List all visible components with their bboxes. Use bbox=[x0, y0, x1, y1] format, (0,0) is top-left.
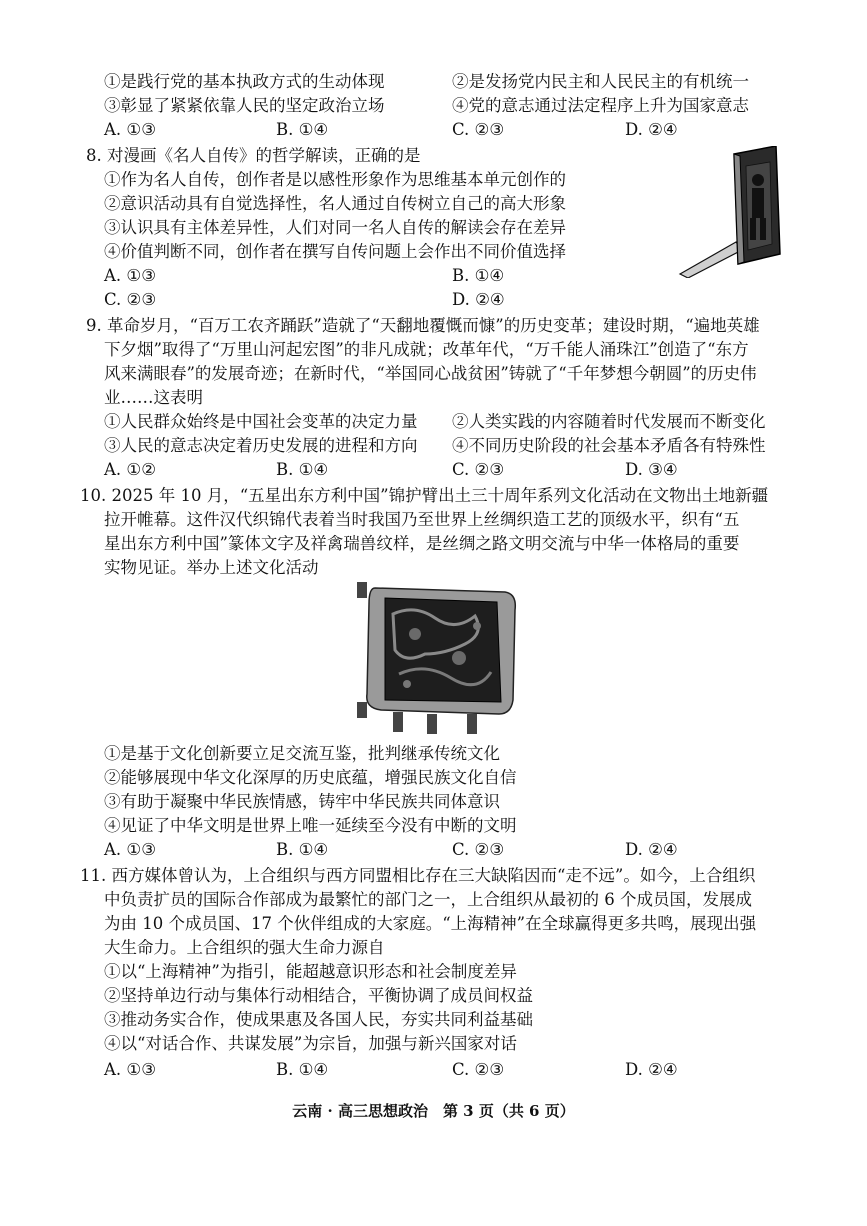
page-footer: 云南 · 高三思想政治 第 3 页（共 6 页） bbox=[292, 1102, 575, 1120]
prev-q-option-1: ①是践行党的基本执政方式的生动体现 bbox=[104, 72, 385, 91]
q9-choice-b: B. ①④ bbox=[276, 460, 329, 479]
q8-choice-d: D. ②④ bbox=[452, 290, 505, 309]
q11-option-4: ④以“对话合作、共谋发展”为宗旨，加强与新兴国家对话 bbox=[104, 1034, 517, 1053]
prev-q-choice-c: C. ②③ bbox=[452, 120, 505, 139]
q10-stem-line-2: 拉开帷幕。这件汉代织锦代表着当时我国乃至世界上丝绸织造工艺的顶级水平，织有“五 bbox=[104, 510, 740, 529]
q10-stem-line-4: 实物见证。举办上述文化活动 bbox=[104, 558, 319, 577]
q10-choice-b: B. ①④ bbox=[276, 840, 329, 859]
q9-stem-line-2: 下夕烟”取得了“万里山河起宏图”的非凡成就；改革年代，“万千能人涌珠江”创造了“东方 bbox=[104, 340, 749, 359]
q9-stem-line-1: 9. 革命岁月，“百万工农齐踊跃”造就了“天翻地覆慨而慷”的历史变革；建设时期，“遍地英雄 bbox=[86, 316, 760, 335]
q10-stem-line-3: 星出东方利中国”篆体文字及祥禽瑞兽纹样，是丝绸之路文明交流与中华一体格局的重要 bbox=[104, 534, 740, 553]
q11-choice-d: D. ②④ bbox=[625, 1060, 678, 1079]
q10-choice-a: A. ①③ bbox=[104, 840, 156, 859]
prev-q-option-3: ③彰显了紧紧依靠人民的坚定政治立场 bbox=[104, 96, 385, 115]
q8-choice-c: C. ②③ bbox=[104, 290, 157, 309]
q9-option-2: ②人类实践的内容随着时代发展而不断变化 bbox=[452, 412, 766, 431]
q11-choice-c: C. ②③ bbox=[452, 1060, 505, 1079]
cartoon-book-illustration bbox=[676, 146, 786, 278]
prev-q-option-4: ④党的意志通过法定程序上升为国家意志 bbox=[452, 96, 749, 115]
q8-choice-a: A. ①③ bbox=[104, 266, 156, 285]
prev-q-choice-d: D. ②④ bbox=[625, 120, 678, 139]
q11-choice-b: B. ①④ bbox=[276, 1060, 329, 1079]
q8-option-3: ③认识具有主体差异性，人们对同一名人自传的解读会存在差异 bbox=[104, 218, 566, 237]
q8-option-4: ④价值判断不同，创作者在撰写自传问题上会作出不同价值选择 bbox=[104, 242, 566, 261]
q11-stem-line-3: 为由 10 个成员国、17 个伙伴组成的大家庭。“上海精神”在全球赢得更多共鸣，展现出强 bbox=[104, 914, 757, 933]
q10-option-3: ③有助于凝聚中华民族情感，铸牢中华民族共同体意识 bbox=[104, 792, 500, 811]
q9-option-1: ①人民群众始终是中国社会变革的决定力量 bbox=[104, 412, 418, 431]
prev-q-choice-b: B. ①④ bbox=[276, 120, 329, 139]
prev-q-choice-a: A. ①③ bbox=[104, 120, 156, 139]
q10-stem-line-1: 10. 2025 年 10 月，“五星出东方利中国”锦护臂出土三十周年系列文化活动在文物出土地新疆 bbox=[80, 486, 769, 505]
q10-option-1: ①是基于文化创新要立足交流互鉴，批判继承传统文化 bbox=[104, 744, 500, 763]
q10-option-4: ④见证了中华文明是世界上唯一延续至今没有中断的文明 bbox=[104, 816, 517, 835]
q9-option-4: ④不同历史阶段的社会基本矛盾各有特殊性 bbox=[452, 436, 766, 455]
brocade-arm-guard-image bbox=[355, 574, 523, 736]
q10-choice-d: D. ②④ bbox=[625, 840, 678, 859]
q10-choice-c: C. ②③ bbox=[452, 840, 505, 859]
q9-choice-a: A. ①② bbox=[104, 460, 156, 479]
q8-option-1: ①作为名人自传，创作者是以感性形象作为思维基本单元创作的 bbox=[104, 170, 566, 189]
q11-stem-line-1: 11. 西方媒体曾认为，上合组织与西方同盟相比存在三大缺陷因而“走不远”。如今，上合组织 bbox=[80, 866, 756, 885]
q9-choice-c: C. ②③ bbox=[452, 460, 505, 479]
q11-option-2: ②坚持单边行动与集体行动相结合，平衡协调了成员间权益 bbox=[104, 986, 533, 1005]
q11-option-1: ①以“上海精神”为指引，能超越意识形态和社会制度差异 bbox=[104, 962, 517, 981]
q9-stem-line-3: 风来满眼春”的发展奇迹；在新时代，“举国同心战贫困”铸就了“千年梦想今朝圆”的历史伟 bbox=[104, 364, 757, 383]
q10-option-2: ②能够展现中华文化深厚的历史底蕴，增强民族文化自信 bbox=[104, 768, 517, 787]
q9-choice-d: D. ③④ bbox=[625, 460, 678, 479]
q11-stem-line-4: 大生命力。上合组织的强大生命力源自 bbox=[104, 938, 385, 957]
q8-stem: 8. 对漫画《名人自传》的哲学解读，正确的是 bbox=[86, 146, 421, 165]
q8-option-2: ②意识活动具有自觉选择性，名人通过自传树立自己的高大形象 bbox=[104, 194, 566, 213]
q8-choice-b: B. ①④ bbox=[452, 266, 505, 285]
q11-stem-line-2: 中负责扩员的国际合作部成为最繁忙的部门之一，上合组织从最初的 6 个成员国，发展成 bbox=[104, 890, 752, 909]
q9-option-3: ③人民的意志决定着历史发展的进程和方向 bbox=[104, 436, 418, 455]
q9-stem-line-4: 业……这表明 bbox=[104, 388, 203, 407]
prev-q-option-2: ②是发扬党内民主和人民民主的有机统一 bbox=[452, 72, 749, 91]
q11-option-3: ③推动务实合作，使成果惠及各国人民，夯实共同利益基础 bbox=[104, 1010, 533, 1029]
q11-choice-a: A. ①③ bbox=[104, 1060, 156, 1079]
